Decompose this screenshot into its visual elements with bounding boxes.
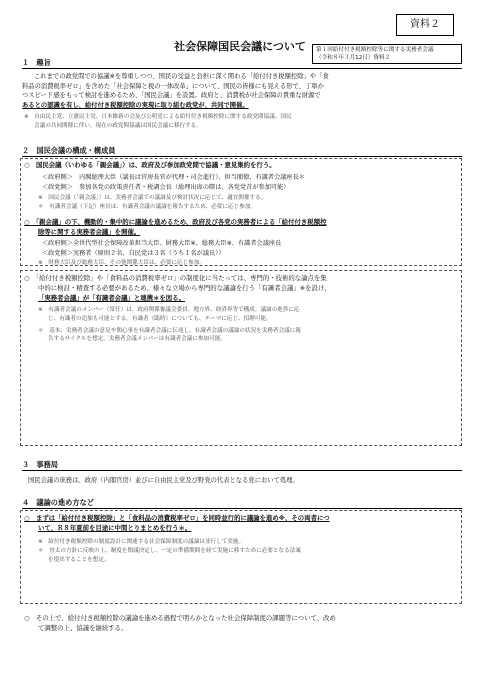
bullet-notes xyxy=(38,538,456,564)
section-note xyxy=(24,113,460,131)
meeting-note-line: （令和８年３月12日）資料２ xyxy=(316,55,391,61)
para-line: これまでの政党間での協議※を尊重しつつ、国民の受益と負担に深く関わる「給付付き税額控除」や「食 xyxy=(34,73,329,80)
para-line: あるとの認識を有し、給付付き税額控除の実現に取り組む政党が、共同で開催。 xyxy=(22,101,249,109)
note-line: ※ 有識者会議のメンバー（常任）は、政府関係審議会委員、地方界、経済界等で構成。議論の進捗に応 xyxy=(38,307,300,313)
section-paragraph xyxy=(22,72,462,110)
section-heading: ２ 国民会議の構成・構成員 xyxy=(22,146,462,157)
bullet-line: いて、Ｒ８年夏前を目途に中間とりまとめを行う＊。 xyxy=(38,523,192,532)
note-line: を提出することを想定。 xyxy=(48,556,110,563)
document-badge: 資料２ xyxy=(396,14,454,36)
section-paragraph: 国民会議の庶務は、政府（内閣官房）並びに自由民主党及び野党の代表となる党において処理。 xyxy=(28,477,299,484)
bullet-notes xyxy=(38,259,456,268)
bullet-heading xyxy=(24,614,460,634)
bullet-line: ○ 「親会議」の下、機動的・集中的に議論を進めるため、政府及び各党の実務者による「給付付き税額控 xyxy=(24,218,327,226)
member-line: ＜政党側＞ 参加各党の政策責任者・税調会長（総理出席の際は、各党党首が参加可能） xyxy=(42,183,290,191)
bullet-notes xyxy=(38,306,456,344)
bullet-line: 除等に関する実務者会議」を開催。 xyxy=(38,227,141,236)
member-list xyxy=(42,239,462,258)
bullet-heading xyxy=(24,514,460,534)
section-heading: ３ 事務局 xyxy=(22,460,462,471)
meeting-note-line: 第１回給付付き税額控除等に関する実務者会議 xyxy=(316,47,434,53)
note-line: ＊ 有識者会議（下記）座長は、有識者会議の議論を報告するため、必要に応じ参加。 xyxy=(38,203,256,210)
para-line: つスピード感をもって検討を進めるため、「国民会議」を設置。政府と、消費税が社会保障の貴重な財源で xyxy=(22,92,321,100)
note-line: ＊ 骨太の方針に反映の上、制度を関議決定し、一定の準備期間を経て実施に移すために必要となる法案 xyxy=(38,547,301,554)
member-list xyxy=(42,173,462,192)
bullet-line: ○ その上で、給付付き税額控除の議論を進める過程で明らかとなった社会保障制度の課題等について、改め xyxy=(24,614,336,622)
note-line: ※ 財務大臣及び総務大臣、その他関係大臣は、必要に応じ参加。 xyxy=(38,260,205,266)
bullet-notes xyxy=(38,194,456,212)
note-line: 会議の共同開催に伴い、現在の政党間協議は国民会議に移行する。 xyxy=(34,122,202,129)
note-line: ※ 給付付き税額控除の制度設計に関連する社会保障制度の議論は並行して実施。 xyxy=(38,539,245,545)
member-line: ＜政府側＞全世代型社会保障改革担当大臣、財務大臣※、総務大臣※、有識者会議座長 xyxy=(42,240,282,247)
page-title: 社会保障国民会議について xyxy=(174,40,306,53)
note-line: ※ 自由民主党、立憲民主党、日本維新の会及び公明党による給付付き税額控除に関する政党間協議。国民 xyxy=(24,114,292,120)
note-line: ※ 国民会議（「親会議」）は、実務者会議での議論及び検討状況に応じて、適宜開催する。 xyxy=(38,195,267,201)
bullet-heading xyxy=(24,218,460,238)
para-line: 料品の消費税率ゼロ」を含めた「社会保障と税の一体改革」について、国民の皆様にも見える形で、丁寧か xyxy=(22,82,324,90)
section-heading: １ 趣旨 xyxy=(22,58,462,69)
section-heading: ４ 議論の進め方など xyxy=(22,498,462,509)
bullet-line: ○ まずは「給付付き税額控除」と「食料品の消費税率ゼロ」を同時並行的に議論を進め※、その両者につ xyxy=(24,514,330,522)
note-line: ＊ 基本、実務者会議の意見や関心事を有識者会議に伝達し、有識者会議の議論の状況を実務者会議に報 xyxy=(38,327,301,334)
bullet-line: ○ 「給付付き税額控除」や「食料品の消費税率ゼロ」の制度化に当たっては、専門的・技術的な論点を集 xyxy=(24,274,327,282)
bullet-line: て調整の上、協議を継続する。 xyxy=(38,623,128,632)
note-line: 告するサイクルを想定。実務者会議メンバーは有識者会議に参加可能。 xyxy=(48,336,226,343)
note-line: じ、有識者の追加も可能とする。有識者（臨時）についても、テーマに応じ、招聘可能。 xyxy=(48,315,272,322)
bullet-line: 「実務者会議」が「有識者会議」と連携＊を図る。 xyxy=(38,293,185,302)
member-line: ＜政府側＞ 内閣総理大臣（議長は官房長官が代理・司会進行）、担当閣僚、有識者会議座長＊ xyxy=(42,174,305,181)
bullet-line: 中的に検討・精査する必要があるため、様々な立場から専門的な議論を行う「有識者会議」※を設け、 xyxy=(38,283,331,292)
bullet-heading: ○ 国民会議（いわゆる「親会議」）は、政府及び参加政党間で協議・意見集約を行う。 xyxy=(24,161,276,169)
member-line: ＜政党側＞実務者（原則２名、自民党は３名（うち１名が議長）） xyxy=(42,249,225,257)
bullet-heading xyxy=(24,274,460,303)
